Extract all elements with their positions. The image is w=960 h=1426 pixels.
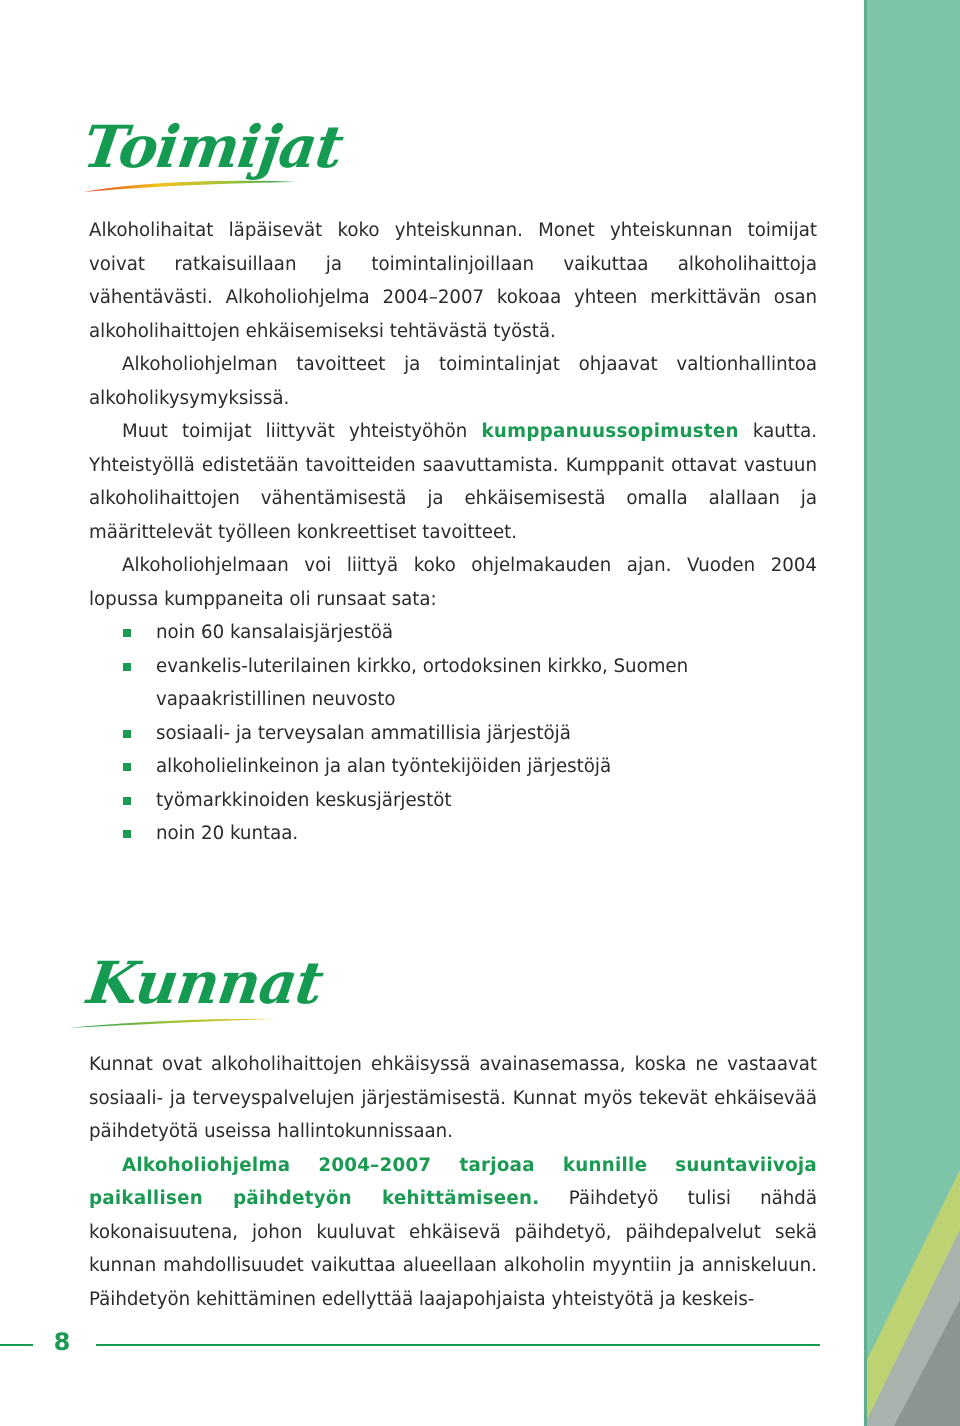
paragraph [89,415,817,549]
paragraph: Kunnat ovat alkoholihaittojen ehkäisyssä avainasemassa, koska ne vastaavat sosiaali- ja terveyspalvelujen järjestämisestä. Kunnat myös tekevät ehkäisevää päihdetyötä useissa hallintokunnissaan. [89,1054,817,1142]
text-run: Muut toimijat liittyvät yhteistyöhön [122,421,482,442]
square-bullet-icon [123,663,131,671]
heading-swoosh-kunnat [68,1016,278,1030]
section-heading-kunnat [83,949,327,1030]
page-footer [0,1330,820,1360]
list-item [89,650,817,717]
list-item-text: noin 60 kansalaisjärjestöä [156,622,393,643]
decorative-side-strip [864,0,960,1426]
list-item-text: evankelis-luterilainen kirkko, ortodoksinen kirkko, Suomen vapaakristillinen neuvosto [156,655,689,710]
paragraph [89,1149,817,1317]
list-item-text: sosiaali- ja terveysalan ammatillisia järjestöjä [156,722,571,744]
list-item [89,717,817,751]
paragraph: Alkoholiohjelman tavoitteet ja toimintalinjat ohjaavat valtionhallintoa alkoholikysymyksissä. [89,354,817,409]
list-item [89,817,817,851]
section-heading-toimijat [79,113,347,194]
square-bullet-icon [123,797,131,805]
list-item-text: noin 20 kuntaa. [156,823,299,844]
list-item [89,750,817,784]
list-item-text: alkoholielinkeinon ja alan työntekijöiden järjestöjä [156,756,612,777]
text-run: Päihdetyö tulisi nähdä kokonaisuutena, johon kuuluvat ehkäisevä päihdetyö, päihdepalvelut sekä kunnan mahdollisuudet vaikuttaa alueellaan alkoholin myyntiin ja anniskeluun. Päihdetyön kehittäminen edellyttää laajapohjaista yhteistyötä ja keskeis- [89,1188,817,1310]
partner-list [89,616,817,851]
square-bullet-icon [123,730,131,738]
list-item [89,784,817,818]
paragraph: Alkoholihaitat läpäisevät koko yhteiskunnan. Monet yhteiskunnan toimijat voivat ratkaisuillaan ja toimintalinjoillaan vaikuttaa alkoholihaittoja vähentävästi. Alkoholiohjelma 2004–2007 kokoaa yhteen merkittävän osan alkoholihaittojen ehkäisemiseksi tehtävästä työstä. [89,220,817,342]
highlight-text: kumppanuussopimusten [481,421,739,442]
paragraph: Alkoholiohjelmaan voi liittyä koko ohjelmakauden ajan. Vuoden 2004 lopussa kumppaneita oli runsaat sata: [89,555,817,610]
footer-rule-right [96,1344,820,1346]
list-item-text: työmarkkinoiden keskusjärjestöt [156,789,452,811]
heading-text-kunnat: Kunnat [83,949,327,1017]
list-item [89,616,817,650]
square-bullet-icon [123,763,131,771]
square-bullet-icon [123,629,131,637]
heading-text-toimijat: Toimijat [79,113,347,181]
page-number: 8 [53,1328,71,1356]
square-bullet-icon [123,830,131,838]
highlight-text: Alkoholiohjelma 2004–2007 tarjoaa kunnille suuntaviivoja paikallisen päihdetyön kehittämiseen. [89,1154,817,1209]
text-run: kautta. Yhteistyöllä edistetään tavoitteiden saavuttamista. Kumppanit ottavat vastuun alkoholihaittojen vähentämisestä ja ehkäisemisestä omalla alallaan ja määrittelevät työlleen konkreettiset tavoitteet. [89,421,817,543]
section-body-kunnat [89,1048,817,1316]
section-body-toimijat [89,214,817,851]
footer-rule-left [0,1344,33,1346]
